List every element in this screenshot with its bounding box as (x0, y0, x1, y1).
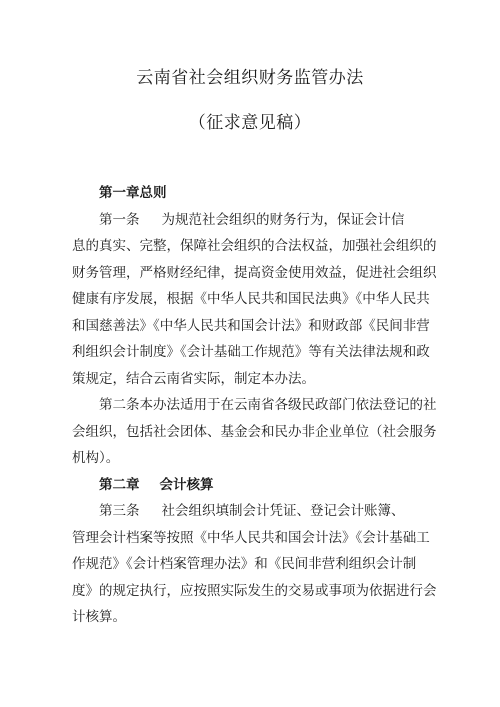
article-1-line: 健康有序发展，根据《中华人民共和国民法典》《中华人民共 (72, 291, 430, 307)
document-subtitle: （征求意见稿） (188, 113, 312, 133)
article-3-line: 作规范》《会计档案管理办法》和《民间非营利组织会计制 (72, 556, 417, 572)
article-1-line: 息的真实、完整，保障社会组织的合法权益，加强社会组织的 (72, 238, 437, 254)
article-3-text: 社会组织填制会计凭证、登记会计账簿、 (161, 503, 405, 519)
article-3-line: 管理会计档案等按照《中华人民共和国会计法》《会计基础工 (72, 529, 430, 546)
article-2-line: 第二条本办法适用于在云南省各级民政部门依法登记的社 (99, 397, 437, 413)
article-3-line: 度》的规定执行，应按照实际发生的交易或事项为依据进行会 (72, 582, 437, 599)
document-title: 云南省社会组织财务监管办法 (136, 68, 364, 88)
article-2-line: 会组织，包括社会团体、基金会和民办非企业单位（社会服务 (72, 423, 437, 440)
chapter-2-number: 第二章 (99, 476, 140, 493)
article-3-line: 计核算。 (72, 609, 126, 625)
article-1-line (72, 207, 422, 234)
article-1-line: 策规定，结合云南省实际，制定本办法。 (72, 370, 315, 387)
chapter-1-heading: 第一章总则 (99, 185, 167, 201)
article-1-label: 第一条 (99, 211, 140, 228)
article-2-line: 机构）。 (72, 450, 120, 466)
chapter-2-heading (72, 472, 422, 499)
document-body (72, 180, 437, 631)
chapter-2-name: 会计核算 (159, 476, 214, 493)
article-1-line: 财务管理，严格财经纪律，提高资金使用效益，促进社会组织 (72, 264, 437, 281)
article-1-line: 利组织会计制度》《会计基础工作规范》等有关法律法规和政 (72, 344, 430, 360)
article-1-line: 和国慈善法》《中华人民共和国会计法》和财政部《民间非营 (72, 317, 430, 334)
article-3-line (72, 498, 422, 525)
article-3-label: 第三条 (99, 503, 140, 519)
article-1-text: 为规范社会组织的财务行为，保证会计信 (161, 211, 405, 228)
